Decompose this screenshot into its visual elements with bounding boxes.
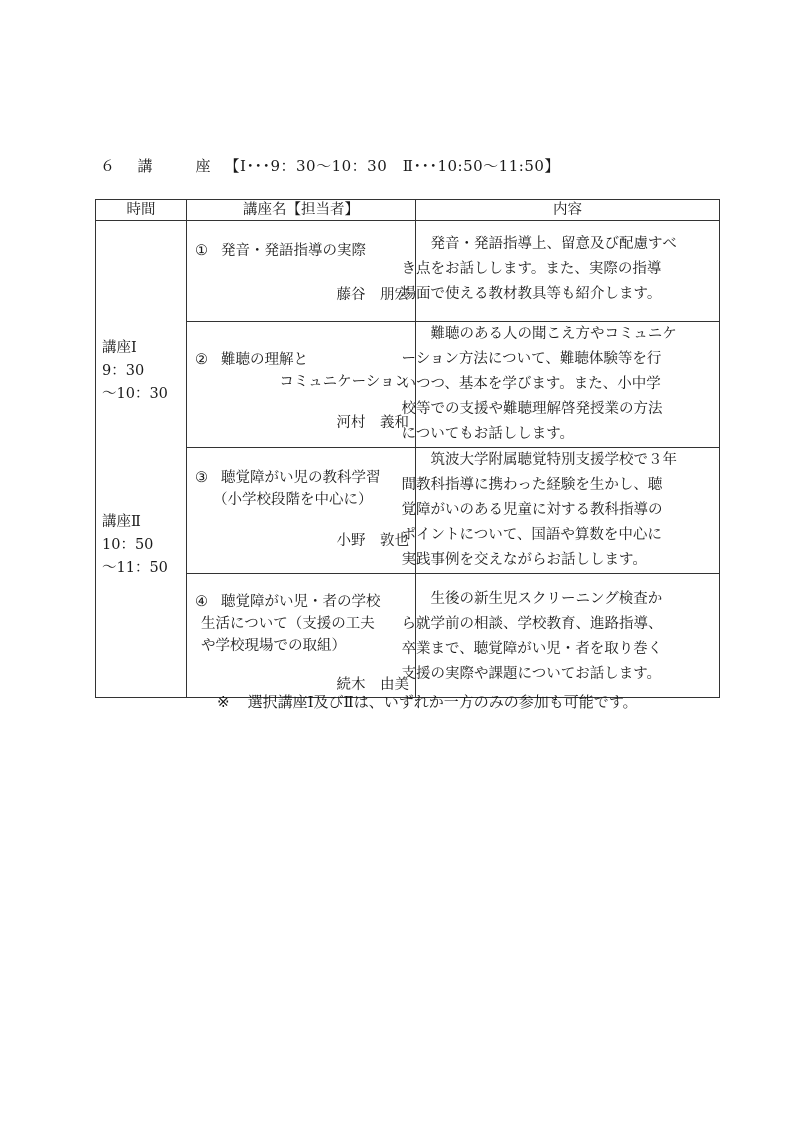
table-row: [96, 322, 720, 448]
section-heading: [100, 155, 560, 176]
course-title-line: 聴覚障がい児・者の学校: [221, 594, 381, 610]
time-block-1: [102, 337, 168, 406]
course-title-cell: [187, 448, 416, 574]
footnote: [217, 691, 638, 712]
course-description: 発音・発語指導上、留意及び配慮すべ き点をお話しします。また、実際の指導 場面で使える教材教具等も紹介します。: [401, 236, 677, 302]
table-row: [96, 574, 720, 698]
course-number: ①: [195, 243, 208, 259]
course-description: 生後の新生児スクリーニング検査か ら就学前の相談、学校教育、進路指導、 卒業まで、聴覚障がい児・者を取り巻く 支援の実際や課題についてお話します。: [401, 591, 663, 682]
header-content: 内容: [416, 200, 720, 221]
header-title: 講座名【担当者】: [187, 200, 416, 221]
course-instructor: 河村 義和: [336, 415, 409, 431]
section-number: ６: [100, 157, 116, 175]
course-number: ④: [195, 594, 208, 610]
time-block-start: 9：30: [102, 363, 145, 379]
reference-mark-icon: ※: [217, 693, 230, 711]
course-instructor: 藤谷 朋宏: [336, 287, 409, 303]
course-title-line: や学校現場での取組）: [201, 638, 346, 654]
course-title-line: コミュニケーション: [279, 374, 409, 390]
course-title-line: （小学校段階を中心に）: [213, 492, 373, 508]
header-time: 時間: [96, 200, 187, 221]
course-title-line: 聴覚障がい児の教科学習: [221, 470, 381, 486]
course-title-cell: [187, 221, 416, 322]
course-description: 筑波大学附属聴覚特別支援学校で３年 間教科指導に携わった経験を生かし、聴 覚障がいのある児童に対する教科指導の ポイントについて、国語や算数を中心に 実践事例を交えながらお話しします。: [401, 452, 677, 568]
course-content-cell: [401, 574, 720, 698]
time-block-start: 10：50: [102, 537, 154, 553]
course-content-cell: [401, 448, 720, 574]
course-title-line: 発音・発語指導の実際: [221, 243, 366, 259]
course-title-line: 生活について（支援の工夫: [201, 616, 375, 632]
course-title-line: 難聴の理解と: [221, 352, 308, 368]
time-block-end: ～11：50: [102, 560, 168, 576]
table-header-row: [96, 200, 720, 221]
course-title-cell: [187, 574, 416, 698]
section-keyword: 講 座: [137, 157, 225, 175]
course-number: ②: [195, 352, 208, 368]
time-block-2: [102, 511, 168, 580]
course-title-cell: [187, 322, 416, 448]
time-block-label: 講座Ⅰ: [102, 340, 137, 356]
time-block-end: ～10：30: [102, 386, 168, 402]
course-content-cell: [401, 221, 720, 322]
section-schedule: 【Ⅰ･･･9：30～10：30 Ⅱ･･･10:50～11:50】: [224, 157, 560, 175]
course-number: ③: [195, 470, 208, 486]
course-schedule-table: [95, 199, 720, 698]
time-column: [96, 221, 187, 698]
table-row: [96, 448, 720, 574]
table-row: [96, 221, 720, 322]
course-description: 難聴のある人の聞こえ方やコミュニケ ーション方法について、難聴体験等を行 いつつ、基本を学びます。また、小中学 校等での支援や難聴理解啓発授業の方法 についてもお話しします。: [401, 326, 677, 442]
footnote-text: 選択講座Ⅰ及びⅡは、いずれか一方のみの参加も可能です。: [247, 693, 638, 711]
course-content-cell: [401, 322, 720, 448]
time-block-label: 講座Ⅱ: [102, 514, 141, 530]
course-instructor: 小野 敦也: [336, 533, 409, 549]
course-instructor: 続木 由美: [336, 677, 409, 693]
